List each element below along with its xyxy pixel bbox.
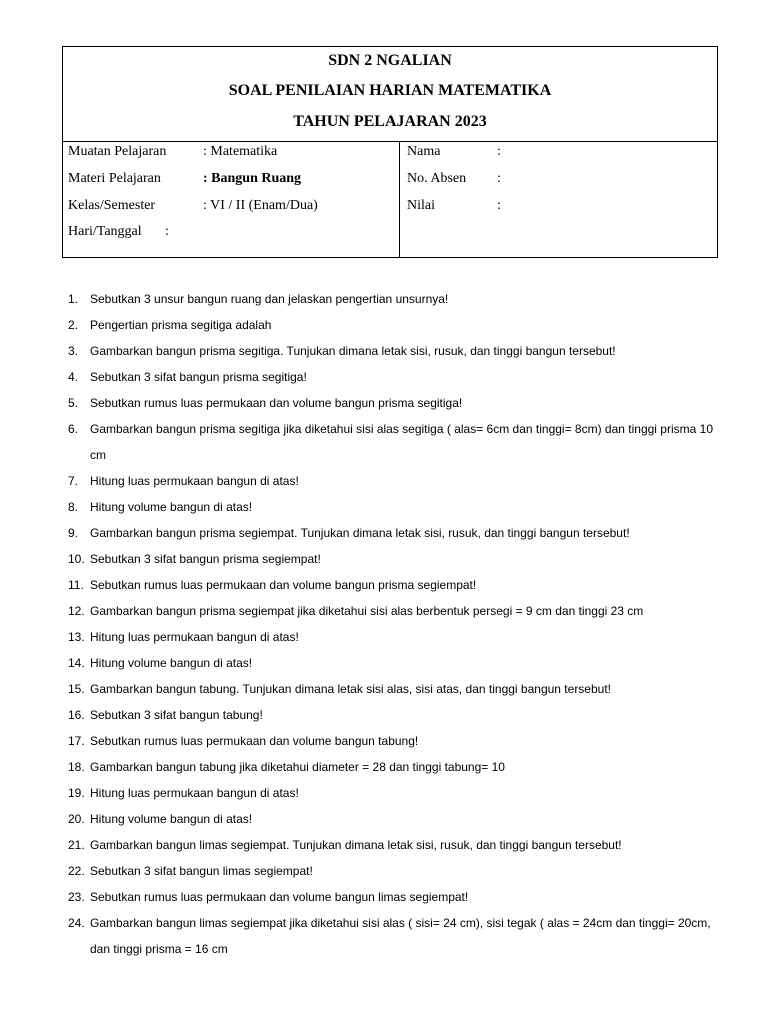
question-item — [68, 728, 728, 754]
question-text: Sebutkan rumus luas permukaan dan volume bangun prisma segitiga! — [90, 396, 463, 410]
info-area — [63, 142, 717, 257]
question-text: Gambarkan bangun prisma segiempat jika diketahui sisi alas berbentuk persegi = 9 cm dan tinggi 23 cm — [90, 604, 644, 618]
info-value: : VI / II (Enam/Dua) — [203, 198, 318, 213]
question-item — [68, 520, 728, 546]
question-number: 2. — [68, 318, 79, 332]
exam-title: SOAL PENILAIAN HARIAN MATEMATIKA — [228, 82, 552, 99]
question-number: 10. — [68, 552, 85, 566]
header-box — [62, 46, 718, 258]
question-number: 4. — [68, 370, 79, 384]
question-number: 24. — [68, 916, 85, 930]
question-number: 9. — [68, 526, 79, 540]
question-text: Sebutkan rumus luas permukaan dan volume bangun prisma segiempat! — [90, 578, 477, 592]
question-item — [68, 286, 728, 312]
question-item — [68, 910, 728, 962]
info-label: Nilai — [407, 198, 435, 213]
question-list — [68, 286, 728, 962]
question-item — [68, 468, 728, 494]
info-label: Materi Pelajaran — [68, 171, 161, 186]
info-left-column — [63, 142, 400, 257]
question-text: Hitung volume bangun di atas! — [90, 500, 253, 514]
question-item — [68, 702, 728, 728]
question-text: Gambarkan bangun prisma segiempat. Tunjukan dimana letak sisi, rusuk, dan tinggi bangun tersebut! — [90, 526, 630, 540]
question-item — [68, 650, 728, 676]
info-label: Hari/Tanggal — [68, 224, 142, 239]
info-value: : — [165, 224, 169, 239]
question-number: 1. — [68, 292, 79, 306]
question-item — [68, 624, 728, 650]
question-number: 19. — [68, 786, 85, 800]
question-item — [68, 598, 728, 624]
question-text: Gambarkan bangun prisma segitiga jika diketahui sisi alas segitiga ( alas= 6cm dan tinggi= 8cm) dan tinggi prisma 10 cm — [90, 422, 713, 462]
question-text: Sebutkan 3 unsur bangun ruang dan jelaskan pengertian unsurnya! — [90, 292, 449, 306]
question-item — [68, 832, 728, 858]
info-value: : — [497, 171, 501, 186]
question-number: 16. — [68, 708, 85, 722]
question-text: Gambarkan bangun limas segiempat. Tunjukan dimana letak sisi, rusuk, dan tinggi bangun tersebut! — [90, 838, 622, 852]
question-item — [68, 338, 728, 364]
question-text: Sebutkan rumus luas permukaan dan volume bangun tabung! — [90, 734, 419, 748]
question-number: 5. — [68, 396, 79, 410]
question-number: 12. — [68, 604, 85, 618]
question-item — [68, 364, 728, 390]
info-value: : Matematika — [203, 144, 278, 159]
title-area — [63, 47, 717, 142]
info-right-column — [400, 142, 717, 257]
question-item — [68, 494, 728, 520]
question-item — [68, 546, 728, 572]
question-number: 8. — [68, 500, 79, 514]
info-label: Nama — [407, 144, 441, 159]
question-text: Pengertian prisma segitiga adalah — [90, 318, 272, 332]
question-text: Sebutkan 3 sifat bangun prisma segitiga! — [90, 370, 307, 384]
question-number: 22. — [68, 864, 85, 878]
question-number: 21. — [68, 838, 85, 852]
question-number: 14. — [68, 656, 85, 670]
question-number: 7. — [68, 474, 79, 488]
question-text: Hitung volume bangun di atas! — [90, 812, 253, 826]
question-item — [68, 416, 728, 468]
question-text: Sebutkan 3 sifat bangun limas segiempat! — [90, 864, 313, 878]
question-text: Gambarkan bangun tabung. Tunjukan dimana letak sisi alas, sisi atas, dan tinggi bangun tersebut! — [90, 682, 611, 696]
question-item — [68, 806, 728, 832]
question-number: 15. — [68, 682, 85, 696]
question-text: Hitung luas permukaan bangun di atas! — [90, 786, 299, 800]
info-label: No. Absen — [407, 171, 467, 186]
info-value: : Bangun Ruang — [203, 171, 302, 186]
question-text: Sebutkan 3 sifat bangun prisma segiempat! — [90, 552, 321, 566]
question-number: 11. — [68, 578, 84, 592]
question-text: Sebutkan rumus luas permukaan dan volume bangun limas segiempat! — [90, 890, 469, 904]
question-item — [68, 754, 728, 780]
academic-year: TAHUN PELAJARAN 2023 — [293, 113, 487, 130]
info-label: Muatan Pelajaran — [68, 144, 167, 159]
info-label: Kelas/Semester — [68, 198, 156, 213]
question-text: Sebutkan 3 sifat bangun tabung! — [90, 708, 263, 722]
question-number: 23. — [68, 890, 85, 904]
question-item — [68, 780, 728, 806]
school-name: SDN 2 NGALIAN — [328, 52, 452, 69]
question-text: Gambarkan bangun prisma segitiga. Tunjukan dimana letak sisi, rusuk, dan tinggi bangun tersebut! — [90, 344, 616, 358]
question-text: Hitung volume bangun di atas! — [90, 656, 253, 670]
question-item — [68, 884, 728, 910]
question-item — [68, 390, 728, 416]
question-text: Gambarkan bangun tabung jika diketahui diameter = 28 dan tinggi tabung= 10 — [90, 760, 505, 774]
question-number: 17. — [68, 734, 85, 748]
question-number: 13. — [68, 630, 85, 644]
question-item — [68, 676, 728, 702]
info-value: : — [497, 198, 501, 213]
question-number: 3. — [68, 344, 79, 358]
question-number: 6. — [68, 422, 79, 436]
question-number: 18. — [68, 760, 85, 774]
question-text: Hitung luas permukaan bangun di atas! — [90, 474, 299, 488]
question-item — [68, 572, 728, 598]
info-value: : — [497, 144, 501, 159]
question-item — [68, 312, 728, 338]
question-text: Gambarkan bangun limas segiempat jika diketahui sisi alas ( sisi= 24 cm), sisi tegak ( alas = 24cm dan tinggi= 20cm, dan tinggi prisma = 16 cm — [90, 916, 711, 956]
question-text: Hitung luas permukaan bangun di atas! — [90, 630, 299, 644]
question-item — [68, 858, 728, 884]
question-number: 20. — [68, 812, 85, 826]
